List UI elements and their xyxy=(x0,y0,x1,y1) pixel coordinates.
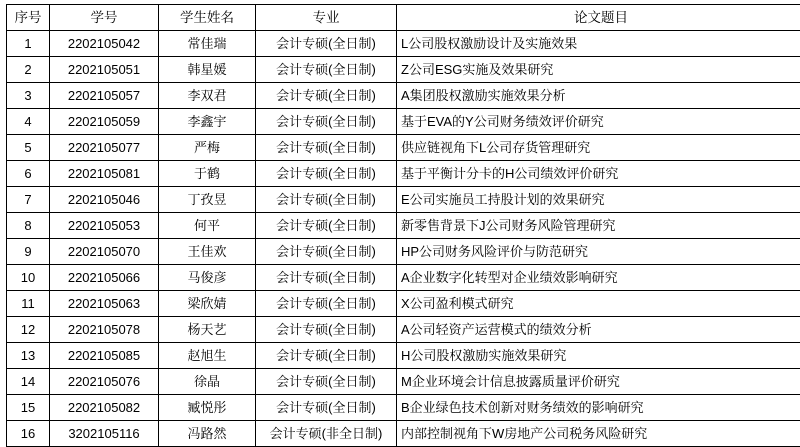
cell-title: H公司股权激励实施效果研究 xyxy=(397,343,800,369)
table-row xyxy=(7,109,800,135)
cell-id: 2202105057 xyxy=(50,83,159,109)
cell-seq: 15 xyxy=(7,395,50,421)
cell-title: A企业数字化转型对企业绩效影响研究 xyxy=(397,265,800,291)
cell-seq: 11 xyxy=(7,291,50,317)
cell-title: HP公司财务风险评价与防范研究 xyxy=(397,239,800,265)
column-header-seq: 序号 xyxy=(7,5,50,31)
table-row xyxy=(7,291,800,317)
cell-id: 2202105063 xyxy=(50,291,159,317)
cell-title: 内部控制视角下W房地产公司税务风险研究 xyxy=(397,421,800,447)
table-row xyxy=(7,31,800,57)
cell-major: 会计专硕(全日制) xyxy=(256,239,397,265)
cell-major: 会计专硕(全日制) xyxy=(256,109,397,135)
cell-seq: 9 xyxy=(7,239,50,265)
cell-id: 2202105085 xyxy=(50,343,159,369)
cell-name: 韩星媛 xyxy=(159,57,256,83)
table-header xyxy=(7,5,800,31)
cell-major: 会计专硕(全日制) xyxy=(256,187,397,213)
cell-seq: 16 xyxy=(7,421,50,447)
table-header-row xyxy=(7,5,800,31)
cell-name: 臧悦彤 xyxy=(159,395,256,421)
cell-name: 于鹤 xyxy=(159,161,256,187)
table-row xyxy=(7,239,800,265)
cell-title: 供应链视角下L公司存货管理研究 xyxy=(397,135,800,161)
cell-id: 2202105081 xyxy=(50,161,159,187)
table-row xyxy=(7,317,800,343)
cell-id: 2202105082 xyxy=(50,395,159,421)
cell-seq: 13 xyxy=(7,343,50,369)
cell-name: 常佳瑞 xyxy=(159,31,256,57)
cell-major: 会计专硕(全日制) xyxy=(256,265,397,291)
cell-id: 2202105077 xyxy=(50,135,159,161)
cell-name: 李双君 xyxy=(159,83,256,109)
cell-title: X公司盈利模式研究 xyxy=(397,291,800,317)
cell-seq: 14 xyxy=(7,369,50,395)
cell-name: 杨天艺 xyxy=(159,317,256,343)
cell-name: 徐晶 xyxy=(159,369,256,395)
cell-title: M企业环境会计信息披露质量评价研究 xyxy=(397,369,800,395)
cell-id: 2202105046 xyxy=(50,187,159,213)
cell-id: 2202105078 xyxy=(50,317,159,343)
cell-major: 会计专硕(全日制) xyxy=(256,83,397,109)
cell-name: 李鑫宇 xyxy=(159,109,256,135)
cell-name: 梁欣婧 xyxy=(159,291,256,317)
cell-title: B企业绿色技术创新对财务绩效的影响研究 xyxy=(397,395,800,421)
table-row xyxy=(7,369,800,395)
cell-seq: 4 xyxy=(7,109,50,135)
cell-id: 2202105070 xyxy=(50,239,159,265)
cell-major: 会计专硕(全日制) xyxy=(256,31,397,57)
cell-id: 2202105066 xyxy=(50,265,159,291)
cell-id: 3202105116 xyxy=(50,421,159,447)
cell-major: 会计专硕(全日制) xyxy=(256,395,397,421)
cell-title: 基于平衡计分卡的H公司绩效评价研究 xyxy=(397,161,800,187)
cell-name: 严梅 xyxy=(159,135,256,161)
cell-major: 会计专硕(全日制) xyxy=(256,57,397,83)
column-header-major: 专业 xyxy=(256,5,397,31)
cell-seq: 1 xyxy=(7,31,50,57)
cell-seq: 7 xyxy=(7,187,50,213)
table-row xyxy=(7,83,800,109)
cell-major: 会计专硕(全日制) xyxy=(256,343,397,369)
cell-title: Z公司ESG实施及效果研究 xyxy=(397,57,800,83)
cell-major: 会计专硕(全日制) xyxy=(256,369,397,395)
table-row xyxy=(7,421,800,447)
cell-title: 基于EVA的Y公司财务绩效评价研究 xyxy=(397,109,800,135)
cell-seq: 5 xyxy=(7,135,50,161)
table-row xyxy=(7,265,800,291)
cell-name: 赵旭生 xyxy=(159,343,256,369)
cell-name: 马俊彦 xyxy=(159,265,256,291)
cell-major: 会计专硕(全日制) xyxy=(256,291,397,317)
cell-seq: 6 xyxy=(7,161,50,187)
table-row xyxy=(7,395,800,421)
table-row xyxy=(7,161,800,187)
table-row xyxy=(7,213,800,239)
cell-name: 丁孜昱 xyxy=(159,187,256,213)
column-header-name: 学生姓名 xyxy=(159,5,256,31)
cell-major: 会计专硕(全日制) xyxy=(256,317,397,343)
cell-id: 2202105042 xyxy=(50,31,159,57)
cell-major: 会计专硕(全日制) xyxy=(256,213,397,239)
cell-id: 2202105059 xyxy=(50,109,159,135)
cell-title: A集团股权激励实施效果分析 xyxy=(397,83,800,109)
cell-major: 会计专硕(全日制) xyxy=(256,161,397,187)
column-header-id: 学号 xyxy=(50,5,159,31)
cell-id: 2202105053 xyxy=(50,213,159,239)
cell-title: E公司实施员工持股计划的效果研究 xyxy=(397,187,800,213)
table-row xyxy=(7,135,800,161)
thesis-topic-table xyxy=(6,4,800,447)
table-row xyxy=(7,187,800,213)
cell-name: 冯路然 xyxy=(159,421,256,447)
cell-title: A公司轻资产运营模式的绩效分析 xyxy=(397,317,800,343)
cell-id: 2202105051 xyxy=(50,57,159,83)
cell-title: 新零售背景下J公司财务风险管理研究 xyxy=(397,213,800,239)
cell-major: 会计专硕(全日制) xyxy=(256,135,397,161)
table-body xyxy=(7,31,800,447)
cell-seq: 3 xyxy=(7,83,50,109)
cell-seq: 12 xyxy=(7,317,50,343)
table-row xyxy=(7,343,800,369)
cell-id: 2202105076 xyxy=(50,369,159,395)
cell-seq: 8 xyxy=(7,213,50,239)
table-row xyxy=(7,57,800,83)
cell-name: 王佳欢 xyxy=(159,239,256,265)
cell-title: L公司股权激励设计及实施效果 xyxy=(397,31,800,57)
cell-seq: 10 xyxy=(7,265,50,291)
column-header-title: 论文题目 xyxy=(397,5,800,31)
cell-seq: 2 xyxy=(7,57,50,83)
cell-major: 会计专硕(非全日制) xyxy=(256,421,397,447)
cell-name: 何平 xyxy=(159,213,256,239)
